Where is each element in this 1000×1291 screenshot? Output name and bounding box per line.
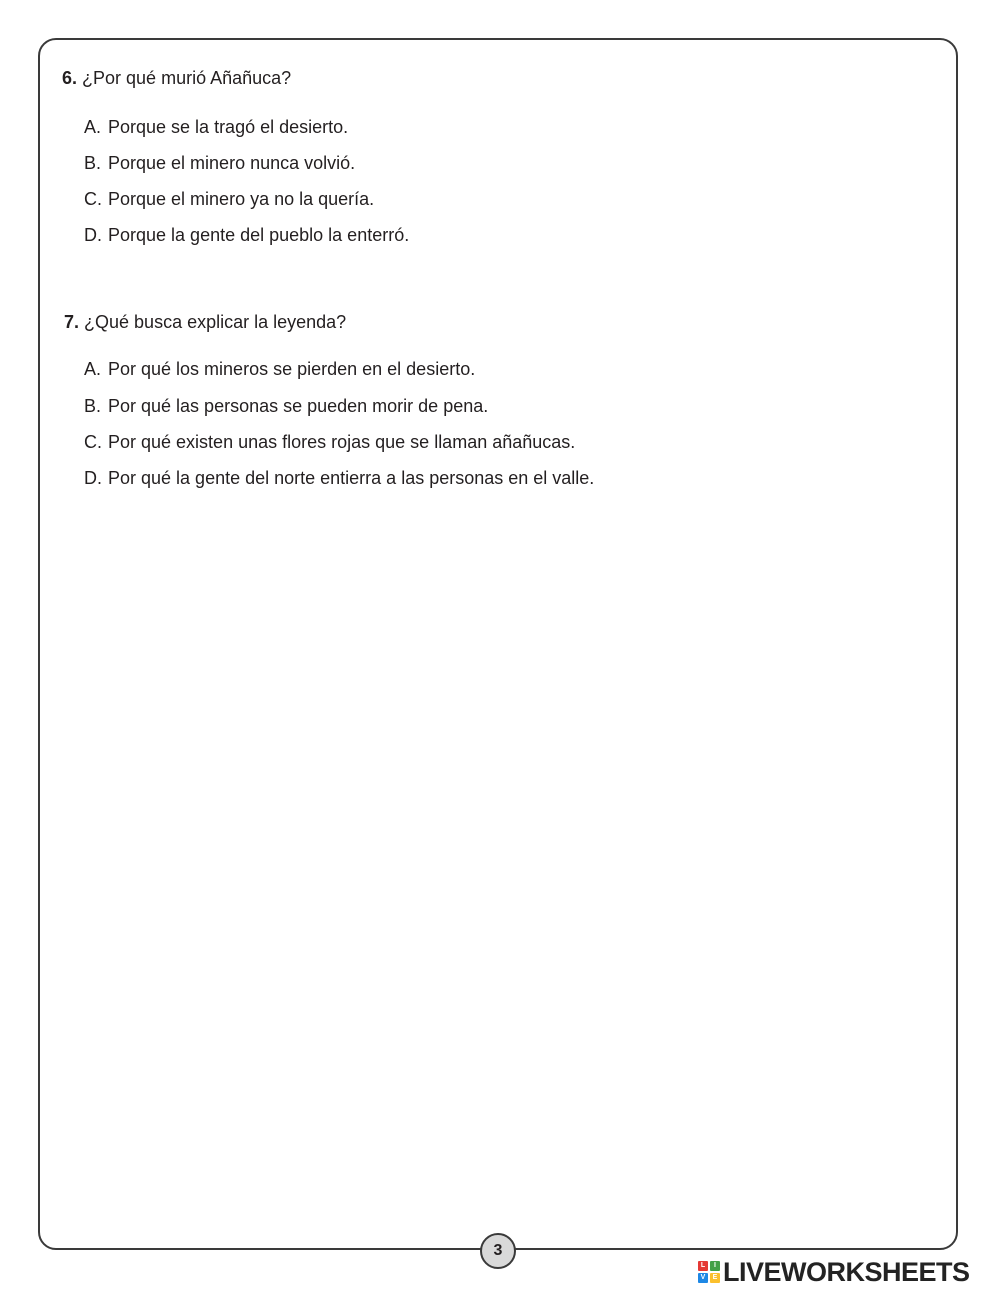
option-text: Porque la gente del pueblo la enterró. bbox=[108, 225, 410, 245]
question-text: ¿Qué busca explicar la leyenda? bbox=[84, 312, 347, 332]
option-letter: C. bbox=[84, 432, 102, 452]
option-text: Por qué existen unas flores rojas que se llaman añañucas. bbox=[108, 432, 576, 452]
option-letter: C. bbox=[84, 189, 102, 209]
option-letter: D. bbox=[84, 225, 102, 245]
question-6-option-c[interactable] bbox=[84, 188, 374, 210]
page-frame bbox=[38, 38, 958, 1250]
question-text: ¿Por qué murió Añañuca? bbox=[82, 68, 292, 88]
logo-tile: L bbox=[698, 1261, 708, 1271]
option-text: Por qué los mineros se pierden en el desierto. bbox=[108, 359, 476, 379]
liveworksheets-wordmark: LIVEWORKSHEETS bbox=[723, 1257, 970, 1287]
option-letter: D. bbox=[84, 468, 102, 488]
question-7-prompt bbox=[64, 311, 346, 333]
logo-tile: I bbox=[710, 1261, 720, 1271]
option-letter: B. bbox=[84, 153, 102, 173]
option-text: Por qué las personas se pueden morir de pena. bbox=[108, 396, 489, 416]
question-6-option-a[interactable] bbox=[84, 116, 348, 138]
question-6-prompt bbox=[62, 67, 291, 89]
logo-tile: V bbox=[698, 1273, 708, 1283]
question-7-option-c[interactable] bbox=[84, 431, 575, 453]
option-text: Porque el minero nunca volvió. bbox=[108, 153, 356, 173]
page-number-badge: 3 bbox=[480, 1233, 516, 1269]
option-letter: A. bbox=[84, 117, 102, 137]
option-text: Porque se la tragó el desierto. bbox=[108, 117, 349, 137]
question-6-option-b[interactable] bbox=[84, 152, 355, 174]
question-number: 7. bbox=[64, 312, 80, 332]
question-7-option-d[interactable] bbox=[84, 467, 594, 489]
option-text: Por qué la gente del norte entierra a las personas en el valle. bbox=[108, 468, 595, 488]
logo-tile: E bbox=[710, 1273, 720, 1283]
question-6-option-d[interactable] bbox=[84, 224, 409, 246]
option-text: Porque el minero ya no la quería. bbox=[108, 189, 375, 209]
liveworksheets-logo-icon bbox=[698, 1261, 720, 1283]
question-7-option-b[interactable] bbox=[84, 395, 488, 417]
option-letter: B. bbox=[84, 396, 102, 416]
question-number: 6. bbox=[62, 68, 78, 88]
question-7-option-a[interactable] bbox=[84, 358, 475, 380]
option-letter: A. bbox=[84, 359, 102, 379]
liveworksheets-watermark bbox=[698, 1258, 970, 1286]
